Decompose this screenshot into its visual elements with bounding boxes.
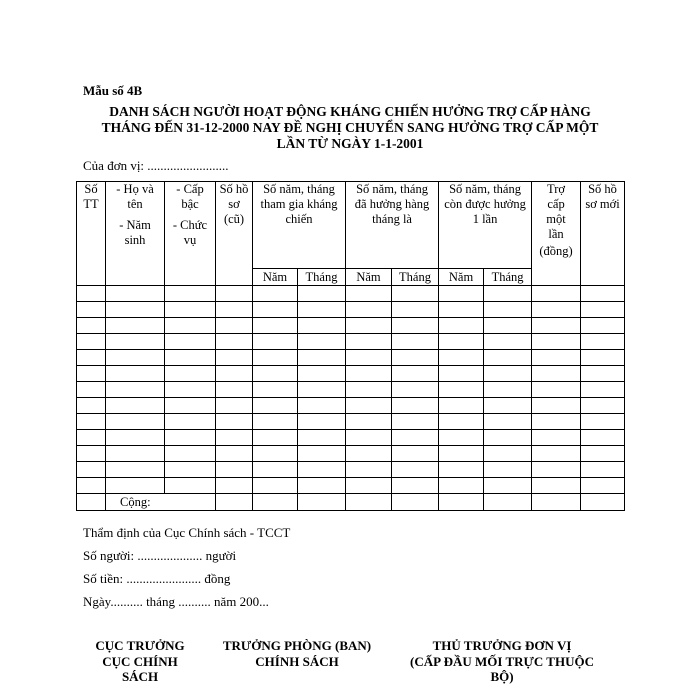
table-cell [392,382,439,398]
table-row [77,334,625,350]
table-cell [165,430,216,446]
table-cell [346,350,392,366]
table-cell [392,318,439,334]
subheader-month: Tháng [298,269,346,286]
table-cell [484,382,532,398]
table-cell [106,350,165,366]
table-row [77,286,625,302]
table-cell [346,366,392,382]
table-cell [77,398,106,414]
table-cell [106,366,165,382]
table-cell [484,462,532,478]
title-line: LẦN TỪ NGÀY 1-1-2001 [276,136,424,151]
table-cell [298,302,346,318]
table-cell [165,302,216,318]
table-cell [532,350,581,366]
header-new-file: Số hồ sơ mới [581,182,625,286]
table-cell [216,478,253,494]
table-cell [532,382,581,398]
table-cell [581,302,625,318]
table-cell [346,430,392,446]
table-cell [392,462,439,478]
table-cell [439,334,484,350]
table-cell [253,302,298,318]
amount-line: Số tiền: ....................... đồng [83,571,231,586]
table-cell [346,398,392,414]
table-cell [298,318,346,334]
table-cell [216,286,253,302]
table-cell [346,318,392,334]
table-cell [581,446,625,462]
table-cell [77,334,106,350]
table-cell [392,446,439,462]
table-cell [581,414,625,430]
table-cell [581,318,625,334]
table-cell [298,366,346,382]
table-cell [216,334,253,350]
table-cell [346,286,392,302]
table-cell [484,414,532,430]
table-cell [484,446,532,462]
table-cell [581,462,625,478]
table-cell [532,334,581,350]
table-cell [439,414,484,430]
table-cell [439,478,484,494]
table-cell [165,398,216,414]
table-cell [581,478,625,494]
table-cell [392,478,439,494]
table-cell [532,430,581,446]
table-cell [484,398,532,414]
table-cell [253,446,298,462]
table-cell [77,382,106,398]
title-line: THÁNG ĐẾN 31-12-2000 NAY ĐỀ NGHỊ CHUYỂN SANG HƯỞNG TRỢ CẤP MỘT [101,120,599,135]
unit-label: Của đơn vị: ......................... [83,158,229,173]
table-cell [253,382,298,398]
table-cell [77,446,106,462]
table-cell [216,350,253,366]
table-cell [439,398,484,414]
header-one-time-allowance: Trợ cấp một lần (đồng) [532,182,581,286]
table-cell [392,398,439,414]
table-cell [439,286,484,302]
table-cell [581,366,625,382]
table-cell [298,398,346,414]
total-label: Cộng: [106,494,216,511]
table-row [77,398,625,414]
table-cell [253,318,298,334]
table-cell [392,286,439,302]
table-cell [392,334,439,350]
table-cell [532,414,581,430]
table-cell [439,430,484,446]
table-cell [392,350,439,366]
table-cell [484,366,532,382]
table-row [77,478,625,494]
table-cell [77,366,106,382]
table-cell [439,366,484,382]
table-cell [77,302,106,318]
table-cell [216,302,253,318]
table-cell [581,430,625,446]
signature-head-of-department: TRƯỞNG PHÒNG (BAN) CHÍNH SÁCH [222,638,372,669]
table-cell [77,430,106,446]
table-cell [392,430,439,446]
table-row [77,350,625,366]
table-cell [165,334,216,350]
table-cell [581,398,625,414]
table-cell [216,382,253,398]
table-cell [392,302,439,318]
table-cell [439,446,484,462]
document-title [80,104,620,152]
table-cell [106,318,165,334]
header-name: - Họ và tên - Năm sinh [106,182,165,286]
table-cell [106,398,165,414]
table-cell [484,286,532,302]
subheader-month: Tháng [392,269,439,286]
table-row [77,462,625,478]
signature-director: CỤC TRƯỞNG CỤC CHÍNH SÁCH [95,638,185,684]
appraisal-line: Thẩm định của Cục Chính sách - TCCT [83,525,291,540]
table-cell [253,462,298,478]
subheader-year: Năm [253,269,298,286]
subheader-month: Tháng [484,269,532,286]
date-line: Ngày.......... tháng .......... năm 200... [83,594,269,609]
table-cell [484,318,532,334]
table-cell [165,382,216,398]
table-cell [253,478,298,494]
table-cell [106,478,165,494]
table-cell [298,382,346,398]
table-cell [77,286,106,302]
table-cell [346,302,392,318]
table-cell [106,430,165,446]
table-row [77,318,625,334]
table-cell [532,302,581,318]
table-cell [346,382,392,398]
table-cell [532,398,581,414]
header-remaining: Số năm, tháng còn được hưởng 1 lần [439,182,532,269]
table-cell [439,302,484,318]
table-cell [532,286,581,302]
table-cell [298,334,346,350]
table-cell [253,286,298,302]
table-cell [532,366,581,382]
subheader-year: Năm [346,269,392,286]
table-row [77,446,625,462]
table-cell [392,366,439,382]
table-cell [298,446,346,462]
table-cell [439,462,484,478]
table-cell [532,318,581,334]
table-cell [77,478,106,494]
table-cell [253,398,298,414]
table-cell [298,350,346,366]
header-stt: Số TT [77,182,106,286]
table-cell [106,446,165,462]
table-cell [253,350,298,366]
header-participation: Số năm, tháng tham gia kháng chiến [253,182,346,269]
table-cell [298,430,346,446]
table-cell [106,302,165,318]
table-cell [77,318,106,334]
table-cell [165,350,216,366]
table-cell [165,286,216,302]
table-cell [216,446,253,462]
table-cell [165,366,216,382]
header-old-file: Số hồ sơ (cũ) [216,182,253,286]
table-cell [484,430,532,446]
table-cell [253,366,298,382]
subheader-year: Năm [439,269,484,286]
table-cell [253,414,298,430]
table-cell [484,350,532,366]
table-cell [439,382,484,398]
table-cell [532,462,581,478]
table-cell [298,478,346,494]
table-cell [484,478,532,494]
table-cell [106,334,165,350]
table-cell [346,334,392,350]
table-cell [77,350,106,366]
table-cell [165,446,216,462]
table-cell [346,414,392,430]
table-cell [346,478,392,494]
table-cell [484,334,532,350]
table-cell [298,286,346,302]
table-cell [532,478,581,494]
form-code: Mẫu số 4B [83,83,143,98]
table-cell [346,446,392,462]
table-cell [581,382,625,398]
table-cell [106,286,165,302]
table-cell [439,318,484,334]
table-cell [298,414,346,430]
table-cell [106,382,165,398]
table-cell [106,414,165,430]
signature-unit-chief: THỦ TRƯỞNG ĐƠN VỊ (CẤP ĐẦU MỐI TRỰC THUỘC BỘ) [410,638,594,684]
table-cell [216,398,253,414]
table-cell [216,366,253,382]
table-cell [165,318,216,334]
table-cell [106,462,165,478]
table-cell [298,462,346,478]
table-cell [253,430,298,446]
table-cell [216,462,253,478]
people-count-line: Số người: .................... người [83,548,237,563]
table-cell [581,334,625,350]
table-cell [165,414,216,430]
table-row [77,430,625,446]
table-cell [77,414,106,430]
table-row [77,414,625,430]
header-received: Số năm, tháng đã hưởng hàng tháng là [346,182,439,269]
table-row [77,366,625,382]
table-cell [216,430,253,446]
header-rank: - Cấp bậc - Chức vụ [165,182,216,286]
table-cell [532,446,581,462]
beneficiary-table [76,181,625,511]
total-row [77,494,625,511]
table-cell [216,318,253,334]
table-cell [346,462,392,478]
table-cell [165,462,216,478]
table-cell [581,286,625,302]
table-row [77,382,625,398]
table-cell [165,478,216,494]
table-cell [439,350,484,366]
table-cell [77,462,106,478]
table-cell [253,334,298,350]
table-cell [216,414,253,430]
table-cell [484,302,532,318]
table-cell [581,350,625,366]
table-row [77,302,625,318]
title-line: DANH SÁCH NGƯỜI HOẠT ĐỘNG KHÁNG CHIẾN HƯỞNG TRỢ CẤP HÀNG [109,104,591,119]
table-cell [392,414,439,430]
